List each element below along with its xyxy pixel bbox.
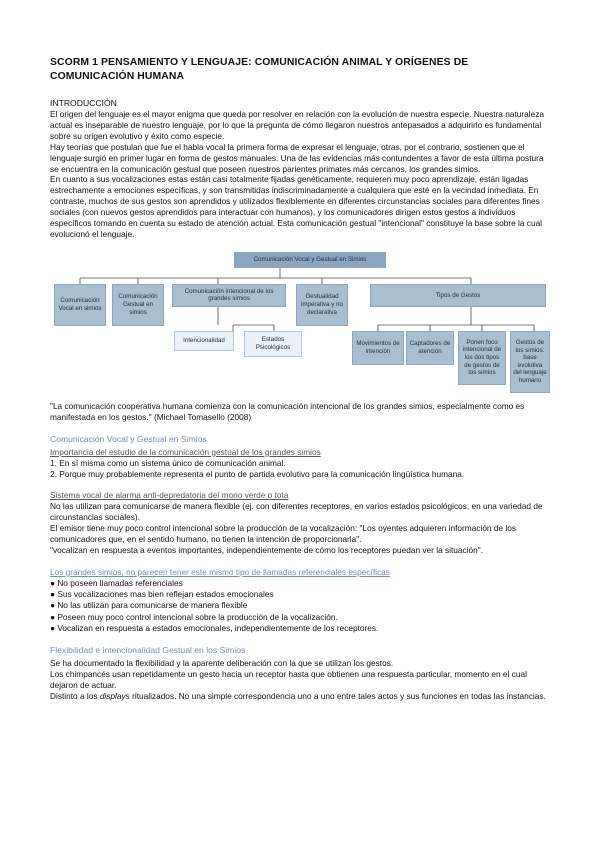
section1-subheading-grandes-simios: Los grandes simios, no parecen tener este mismo tipo de llamadas referenciales específicas: [50, 566, 390, 577]
section1-subheading-mono-verde: Sistema vocal de alarma anti-depredatoria del mono verde o tota: [50, 490, 289, 501]
mono-verde-line-1: No las utilizan para comunicarse de manera flexible (ej. con diferentes receptores, en varios estados psicológicos, en una variedad de circunstancias sociales).: [50, 501, 543, 523]
diagram-root-node: Comunicación Vocal y Gestual en Simios: [234, 252, 386, 268]
mono-verde-line-2: El emisor tiene muy poco control intencional sobre la producción de la vocalización: "Los oyentes adquieren información de los comunicadores que, en el sentido humano, no tienen la intención de proporcionarla".: [50, 523, 516, 545]
numbered-item-1: 1. En sí misma como un sistema único de comunicación animal.: [50, 457, 286, 468]
intro-paragraph-3: En cuanto a sus vocalizaciones estas están casi totalmente fijadas genéticamente, requieren muy poco aprendizaje, están ligadas estrechamente a emociones específicas, y son transmitidas indiscriminadamente a cualquiera que esté en la vecindad inmediata. En contraste, muchos de sus gestos son aprendidos y utilizados flexiblemente en diferentes circunstancias sociales para diferentes fines sociales (con nuevos gestos aprendidos para interactuar con humanos), y los comunicadores dirigen estos gestos a individuos específicos tomando en cuenta su estado de atención actual. Esta comunicación gestual "intencional" constituye la base sobre la cual evolucionó el lenguaje.: [50, 174, 543, 239]
section2-line-2: Los chimpancés usan repetidamente un gesto hacia un receptor hasta que obtienen una respuesta particular, momento en el cual dejaron de actuar.: [50, 669, 527, 691]
section2-line-1: Se ha documentado la flexibilidad y la aparente deliberación con la que se utilizan los gestos.: [50, 658, 394, 669]
section1-subheading-importancia: Importancia del estudio de la comunicación gestual de los grandes simios: [50, 446, 321, 457]
node-comunicacion-intencional: Comunicación intencional de los grandes simios: [172, 284, 286, 307]
list-item: ● Sus vocalizaciones mas bien reflejan estados emocionales: [50, 589, 274, 600]
section1-heading: Comunicación Vocal y Gestual en Simios: [50, 433, 207, 444]
numbered-item-2: 2. Porque muy probablemente representa el punto de partida evolutivo para la comunicación lingüística humana.: [50, 468, 465, 479]
node-captadores-atencion: Captadores de atención: [406, 331, 454, 365]
list-item: ● No poseen llamadas referenciales: [50, 577, 183, 588]
document-title: SCORM 1 PENSAMIENTO Y LENGUAJE: COMUNICACIÓN ANIMAL Y ORÍGENES DE COMUNICACIÓN HUMANA: [50, 57, 469, 82]
node-movimientos-intencion: Movimientos de intención: [352, 331, 404, 365]
node-tipos-de-gestos: Tipos de Gestos: [370, 284, 546, 307]
intro-paragraph-1: El origen del lenguaje es el mayor enigma que queda por resolver en relación con la evolución de nuestra especie. Nuestra naturaleza actual es inseparable de nuestro lenguaje, por lo que la pregunta de cómo llegaron nuestros antepasados a adquirirlo es fundamental sobre su origen evolutivo y éxito como especie.: [50, 109, 544, 141]
intro-paragraph-2: Hay teorías que postulan que fue el habla vocal la primera forma de expresar el lenguaje, otras, por el contrario, sostienen que el lenguaje surgió en primer lugar en forma de gestos manuales. Una de las evidencias más contundentes a favor de esta última postura se encuentra en la comunicación gestual que poseen nuestros parientes primates más cercanos, los grandes simios.: [50, 141, 544, 174]
section2-line-3-start: Distinto a los: [50, 690, 100, 701]
tomasello-quote: "La comunicación cooperativa humana comienza con la comunicación intencional de los grandes simios, especialmente como es manifestada en los gestos." (Michael Tomasello (2008): [50, 400, 525, 422]
node-comunicacion-vocal: Comunicación Vocal en simios: [54, 284, 106, 326]
node-intencionalidad: Intencionalidad: [174, 331, 234, 351]
node-comunicacion-gestual: Comunicación Gestual en simios: [112, 284, 164, 326]
displays-term: displays: [99, 690, 130, 701]
intro-heading: INTRODUCCIÓN: [50, 98, 117, 108]
concept-diagram: [50, 247, 550, 395]
node-foco-intencional: Ponen foco intencional de los dos tipos de gestos de los simios: [458, 331, 506, 385]
section2-line-3: [50, 691, 550, 702]
list-item: ● No las utilizan para comunicarse de manera flexible: [50, 600, 248, 611]
mono-verde-line-3: "vocalizan en respuesta a eventos importantes, independientemente de cómo los receptores puedan ver la situación".: [50, 544, 483, 555]
list-item: ● Poseen muy poco control intencional sobre la producción de la vocalización.: [50, 611, 338, 622]
list-item: ● Vocalizan en respuesta a estados emocionales, independientemente de los receptores.: [50, 622, 379, 633]
section2-heading: Flexibilidad e intencionalidad Gestual en los Simios: [50, 645, 246, 656]
node-estados-psicologicos: Estados Psicológicos: [244, 331, 302, 357]
node-base-evolutiva: Gestos de los simios: base evolutiva del lenguaje humano: [510, 331, 550, 393]
bullet-list: [50, 578, 550, 634]
node-gestualidad-imperativa: Gestualidad imperativa y no declarativa: [296, 284, 348, 326]
document-page: [50, 56, 550, 702]
section2-line-3-end: ritualizados. No una simple correspondencia uno a uno entre tales actos y sus funciones en todas las instancias.: [129, 690, 546, 701]
